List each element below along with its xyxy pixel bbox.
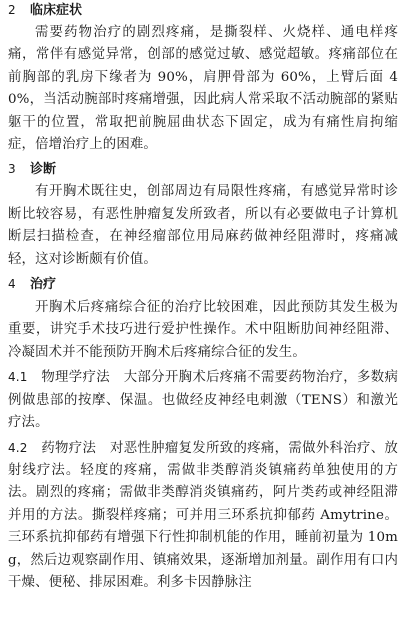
section-number: 4	[8, 277, 16, 292]
section-4-paragraph: 开胸术后疼痛综合征的治疗比较困难，因此预防其发生极为重要，讲究手术技巧进行爱护性操作。术中阻断肋间神经阻滞、冷凝固术并不能预防开胸术后疼痛综合征的发生。	[8, 300, 398, 360]
subsection-title: 药物疗法	[41, 440, 97, 456]
section-title: 诊断	[30, 162, 57, 178]
subsection-body: 对恶性肿瘤复发所致的疼痛，需做外科治疗、放射线疗法。轻度的疼痛，需做非类醇消炎镇痛药单独使用的方法。剧烈的疼痛；需做非类醇消炎镇痛药，阿片类药或神经阻滞并用的方法。撕裂样疼痛；可并用三环系抗抑郁药 Amytrine。三环系抗抑郁药有增强下行性抑制机能的作用，睡前初量为 10mg，然后边观察副作用、镇痛效果，逐渐增加剂量。副作用有口内干燥、便秘、排尿困难。利多卡因静脉注	[8, 440, 398, 590]
subsection-number: 4.2	[8, 440, 28, 455]
section-4-1-paragraph	[8, 366, 398, 434]
section-title: 治疗	[30, 277, 57, 293]
section-4-heading	[8, 274, 398, 295]
section-2-paragraph: 需要药物治疗的剧烈疼痛，是撕裂样、火烧样、通电样疼痛，常伴有感觉异常，创部的感觉过敏、感觉超敏。疼痛部位在前胸部的乳房下缘者为 90%，肩胛骨部为 60%，上臂后面 40%，当活动腕部时疼痛增强，因此病人常采取不活动腕部的紧贴躯干的位置，常取把前腕屈曲状态下固定，成为有痛性肩拘缩症，倍增治疗上的困难。	[8, 25, 398, 153]
subsection-body: 大部分开胸术后疼痛不需要药物治疗，多数病例做患部的按摩、保温。也做经皮神经电刺激（TENS）和激光疗法。	[8, 370, 399, 431]
section-4-2-paragraph	[8, 437, 398, 595]
section-number: 2	[8, 3, 16, 17]
section-number: 3	[8, 162, 16, 177]
section-3-paragraph: 有开胸术既往史，创部周边有局限性疼痛，有感觉异常时诊断比较容易，有恶性肿瘤复发所致者，所以有必要做电子计算机断层扫描检查，在神经瘤部位用局麻药做神经阻滞时，疼痛减轻，这对诊断颇有价值。	[8, 184, 398, 267]
subsection-number: 4.1	[8, 370, 28, 385]
section-3-heading	[8, 159, 398, 180]
section-2-heading	[8, 0, 398, 21]
subsection-title: 物理学疗法	[41, 370, 110, 386]
section-title: 临床症状	[30, 3, 83, 18]
